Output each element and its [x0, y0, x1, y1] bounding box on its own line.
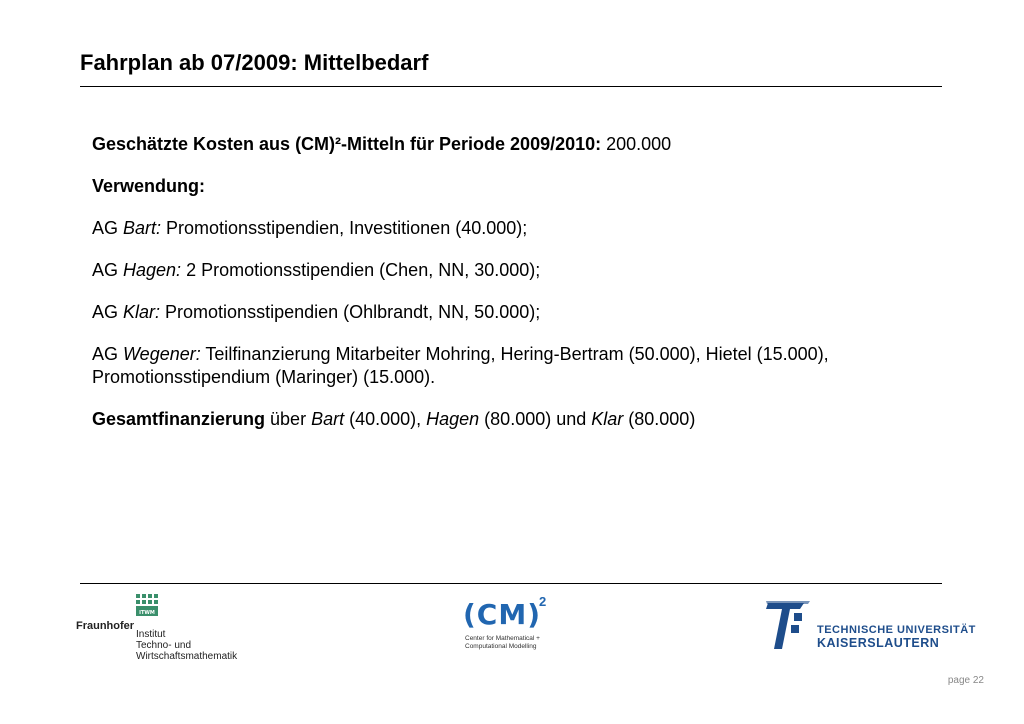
itwm-badge-text: ITWM	[139, 610, 155, 616]
group-item-klar	[92, 301, 942, 324]
tu-kaiserslautern-wordmark	[817, 624, 976, 650]
total-group-name: Klar	[591, 409, 624, 429]
total-group-name: Bart	[311, 409, 345, 429]
itwm-line: Techno- und	[136, 640, 192, 651]
total-line	[92, 408, 942, 431]
group-text: Teilfinanzierung Mitarbeiter Mohring, Hering-Bertram (50.000), Hietel (15.000), Promotionsstipendium (Maringer) (15.000).	[92, 344, 829, 387]
total-text: über	[265, 409, 312, 429]
slide-body	[92, 133, 942, 450]
tu-line: KAISERSLAUTERN	[817, 636, 940, 650]
cost-line	[92, 133, 942, 156]
group-prefix: AG	[92, 302, 124, 322]
itwm-line: Institut	[136, 629, 166, 640]
group-prefix: AG	[92, 218, 124, 238]
itwm-name	[136, 629, 237, 662]
itwm-badge-icon	[136, 594, 158, 616]
fraunhofer-wordmark: Fraunhofer	[76, 620, 135, 632]
tu-line: TECHNISCHE UNIVERSITÄT	[817, 624, 976, 636]
group-item-hagen	[92, 259, 942, 282]
group-text: Promotionsstipendien (Ohlbrandt, NN, 50.000);	[160, 302, 541, 322]
cm2-wordmark: (CM)	[463, 598, 542, 631]
cm2-superscript: 2	[539, 594, 547, 609]
total-text: (80.000)	[623, 409, 696, 429]
cost-label: Geschätzte Kosten aus (CM)²-Mitteln für Periode 2009/2010:	[92, 134, 602, 154]
total-text: (40.000),	[344, 409, 427, 429]
total-group-name: Hagen	[426, 409, 480, 429]
group-name: Hagen:	[123, 260, 182, 280]
cm2-subtitle-line: Center for Mathematical +	[465, 635, 540, 642]
group-name: Wegener:	[123, 344, 201, 364]
group-item-bart	[92, 217, 942, 240]
footer-divider	[80, 583, 942, 584]
tu-kaiserslautern-emblem-icon	[764, 599, 812, 651]
cm2-subtitle-line: Computational Modelling	[465, 643, 537, 650]
cost-value: 200.000	[601, 134, 672, 154]
total-text: (80.000) und	[479, 409, 592, 429]
total-label: Gesamtfinanzierung	[92, 409, 266, 429]
itwm-line: Wirtschaftsmathematik	[136, 651, 238, 662]
page-number: page 22	[947, 675, 984, 686]
usage-heading-text: Verwendung:	[92, 176, 206, 196]
group-name: Klar:	[123, 302, 161, 322]
group-prefix: AG	[92, 260, 124, 280]
slide-title: Fahrplan ab 07/2009: Mittelbedarf	[80, 50, 429, 75]
cm2-subtitle	[465, 635, 540, 651]
title-divider	[80, 86, 942, 87]
cm2-logo	[463, 594, 547, 650]
group-text: Promotionsstipendien, Investitionen (40.000);	[161, 218, 528, 238]
group-item-wegener	[92, 343, 942, 389]
group-prefix: AG	[92, 344, 124, 364]
group-name: Bart:	[123, 218, 162, 238]
usage-heading	[92, 175, 942, 198]
group-text: 2 Promotionsstipendien (Chen, NN, 30.000);	[181, 260, 541, 280]
